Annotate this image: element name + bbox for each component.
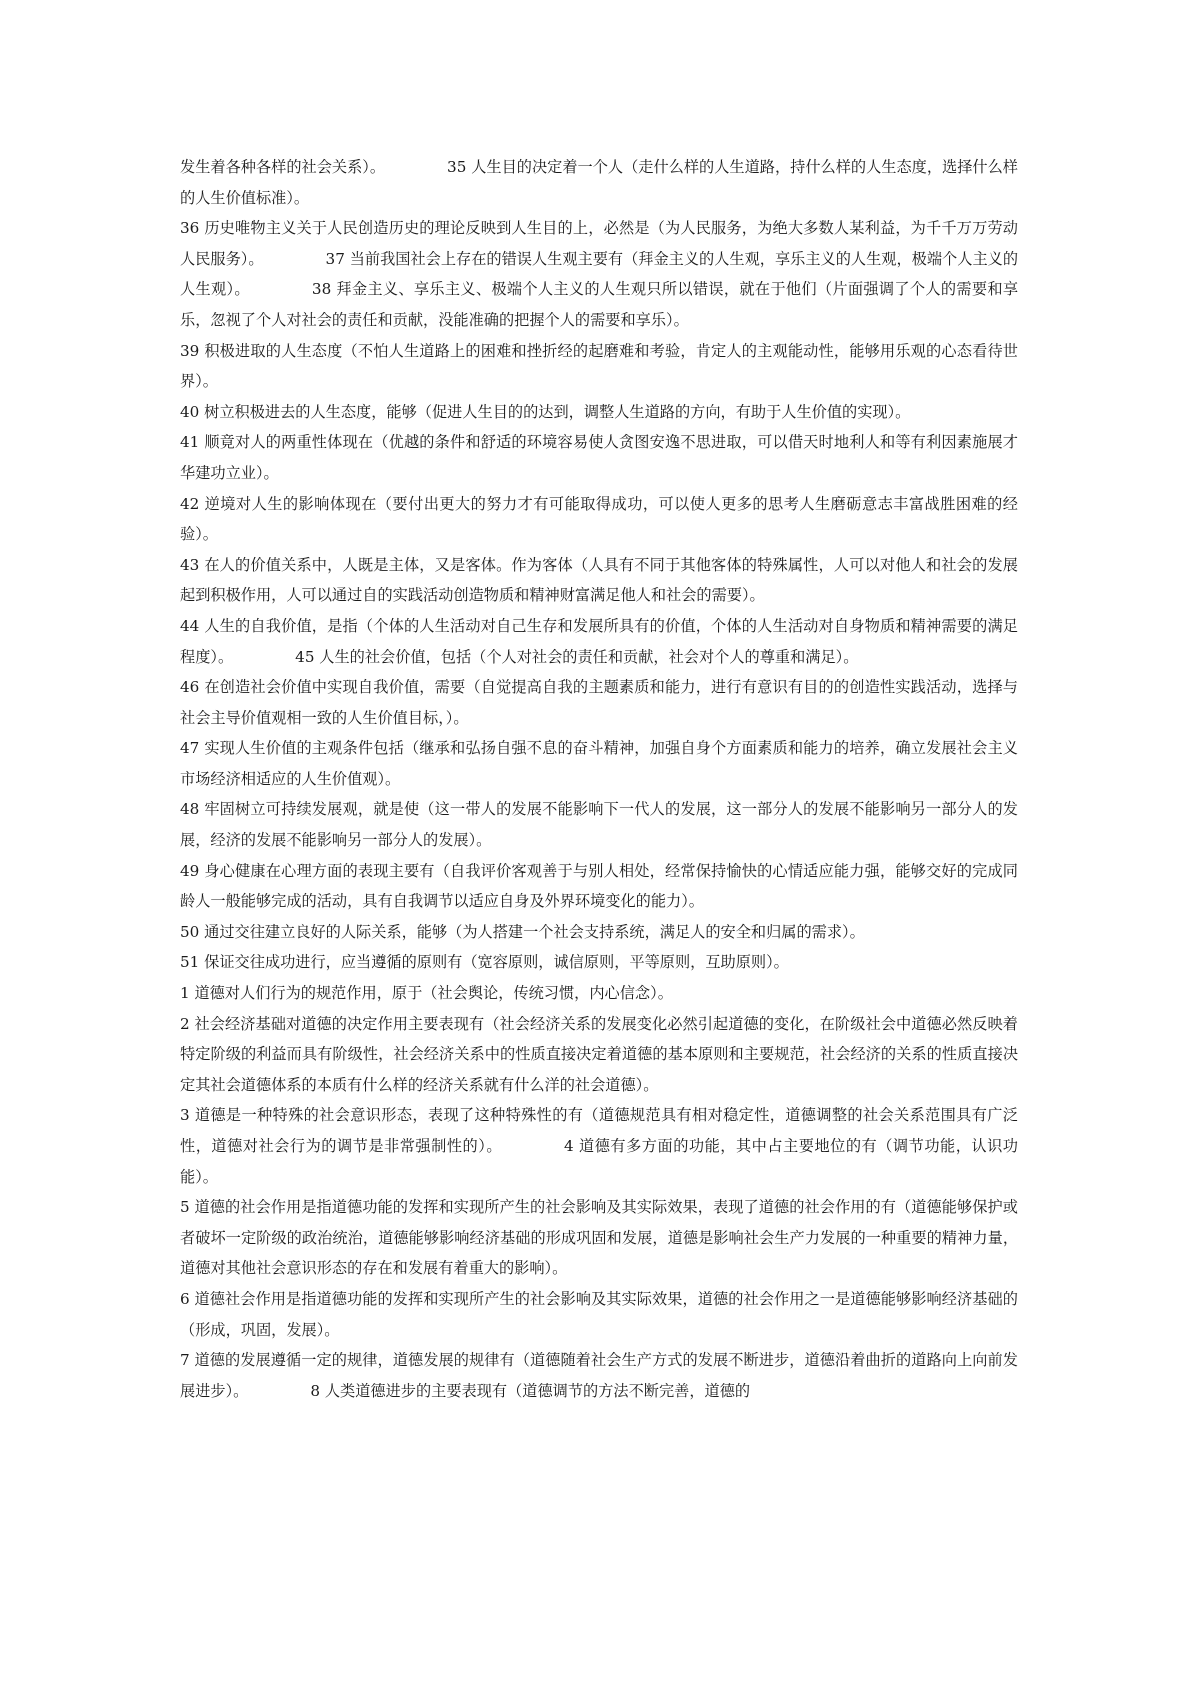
paragraph-segment: 47 实现人生价值的主观条件包括（继承和弘扬自强不息的奋斗精神，加强自身个方面素质和能力的培养，确立发展社会主义市场经济相适应的人生价值观）。 xyxy=(180,739,1018,788)
paragraph xyxy=(180,1192,1018,1284)
paragraph xyxy=(180,978,1018,1009)
paragraph xyxy=(180,1009,1018,1101)
paragraph xyxy=(180,397,1018,428)
paragraph-segment: 42 逆境对人生的影响体现在（要付出更大的努力才有可能取得成功，可以使人更多的思考人生磨砺意志丰富战胜困难的经验）。 xyxy=(180,494,1018,544)
paragraph-segment: 48 牢固树立可持续发展观，就是使（这一带人的发展不能影响下一代人的发展，这一部分人的发展不能影响另一部分人的发展，经济的发展不能影响另一部分人的发展）。 xyxy=(180,800,1018,850)
paragraph xyxy=(180,1100,1018,1192)
paragraph-segment: 49 身心健康在心理方面的表现主要有（自我评价客观善于与别人相处，经常保持愉快的心情适应能力强，能够交好的完成同龄人一般能够完成的活动，具有自我调节以适应自身及外界环境变化的能力）。 xyxy=(180,861,1018,911)
paragraph xyxy=(180,427,1018,488)
paragraph xyxy=(180,947,1018,978)
paragraph-segment: 5 道德的社会作用是指道德功能的发挥和实现所产生的社会影响及其实际效果，表现了道德的社会作用的有（道德能够保护或者破坏一定阶级的政治统治，道德能够影响经济基础的形成巩固和发展，道德是影响社会生产力发展的一种重要的精神力量，道德对其他社会意识形态的存在和发展有着重大的影响）。 xyxy=(180,1198,1018,1278)
paragraph-segment: 51 保证交往成功进行，应当遵循的原则有（宽容原则，诚信原则，平等原则，互助原则）。 xyxy=(180,953,789,972)
paragraph-segment: 1 道德对人们行为的规范作用，原于（社会舆论，传统习惯，内心信念）。 xyxy=(180,984,673,1003)
paragraph xyxy=(180,1345,1018,1406)
paragraph xyxy=(180,672,1018,733)
paragraph-segment: 43 在人的价值关系中，人既是主体，又是客体。作为客体（人具有不同于其他客体的特殊属性，人可以对他人和社会的发展起到积极作用，人可以通过自的实践活动创造物质和精神财富满足他人和社会的需要）。 xyxy=(180,555,1018,605)
paragraph-segment: 41 顺竟对人的两重性体现在（优越的条件和舒适的环境容易使人贪图安逸不思进取，可以借天时地利人和等有利因素施展才华建功立业）。 xyxy=(180,433,1018,482)
paragraph xyxy=(180,611,1018,672)
paragraph-segment: 8 人类道德进步的主要表现有（道德调节的方法不断完善，道德的 xyxy=(310,1381,751,1400)
paragraph xyxy=(180,213,1018,335)
paragraph xyxy=(180,1284,1018,1345)
paragraph-segment: 3 道德是一种特殊的社会意识形态，表现了这种特殊性的有（道德规范具有相对稳定性，道德调整的社会关系范围具有广泛性，道德对社会行为的调节是非常强制性的）。 xyxy=(180,1106,1018,1155)
paragraph xyxy=(180,489,1018,550)
paragraph-segment: 6 道德社会作用是指道德功能的发挥和实现所产生的社会影响及其实际效果，道德的社会作用之一是道德能够影响经济基础的（形成，巩固，发展）。 xyxy=(180,1289,1018,1339)
paragraph-segment: 37 当前我国社会上存在的错误人生观主要有（拜金主义的人生观，享乐主义的人生观，极端个人主义的人生观）。 xyxy=(180,249,1019,299)
paragraph xyxy=(180,152,1018,213)
paragraph-segment: 50 通过交往建立良好的人际关系，能够（为人搭建一个社会支持系统，满足人的安全和归属的需求）。 xyxy=(180,922,865,941)
paragraph-segment: 45 人生的社会价值，包括（个人对社会的责任和贡献，社会对个人的尊重和满足）。 xyxy=(295,647,859,666)
paragraph-segment: 39 积极进取的人生态度（不怕人生道路上的困难和挫折经的起磨难和考验，肯定人的主观能动性，能够用乐观的心态看待世界）。 xyxy=(180,341,1018,391)
paragraph-segment: 38 拜金主义、享乐主义、极端个人主义的人生观只所以错误，就在于他们（片面强调了个人的需要和享乐，忽视了个人对社会的责任和贡献，没能准确的把握个人的需要和享乐）。 xyxy=(180,280,1019,329)
paragraph-segment: 36 历史唯物主义关于人民创造历史的理论反映到人生目的上，必然是（为人民服务，为绝大多数人某利益，为千千万万劳动人民服务）。 xyxy=(180,219,1018,268)
paragraph-segment: 4 道德有多方面的功能，其中占主要地位的有（调节功能，认识功能）。 xyxy=(180,1137,1018,1186)
paragraph-segment: 46 在创造社会价值中实现自我价值，需要（自觉提高自我的主题素质和能力，进行有意识有目的的创造性实践活动，选择与社会主导价值观相一致的人生价值目标，）。 xyxy=(180,678,1018,727)
paragraph xyxy=(180,794,1018,855)
paragraph xyxy=(180,917,1018,948)
document-body xyxy=(180,152,1018,1406)
paragraph-segment: 44 人生的自我价值，是指（个体的人生活动对自己生存和发展所具有的价值，个体的人生活动对自身物质和精神需要的满足程度）。 xyxy=(180,616,1018,666)
paragraph xyxy=(180,336,1018,397)
paragraph xyxy=(180,550,1018,611)
paragraph-segment: 40 树立积极进去的人生态度，能够（促进人生目的的达到，调整人生道路的方向，有助于人生价值的实现）。 xyxy=(180,402,911,421)
paragraph-segment: 7 道德的发展遵循一定的规律，道德发展的规律有（道德随着社会生产方式的发展不断进步，道德沿着曲折的道路向上向前发展进步）。 xyxy=(180,1351,1018,1400)
paragraph-segment: 发生着各种各样的社会关系）。 xyxy=(180,158,386,176)
paragraph xyxy=(180,856,1018,917)
paragraph-segment: 35 人生目的决定着一个人（走什么样的人生道路，持什么样的人生态度，选择什么样的人生价值标准）。 xyxy=(180,158,1018,207)
paragraph-segment: 2 社会经济基础对道德的决定作用主要表现有（社会经济关系的发展变化必然引起道德的变化，在阶级社会中道德必然反映着特定阶级的利益而具有阶级性，社会经济关系中的性质直接决定着道德的基本原则和主要规范，社会经济的关系的性质直接决定其社会道德体系的本质有什么样的经济关系就有什么洋的社会道德）。 xyxy=(180,1014,1018,1094)
paragraph xyxy=(180,733,1018,794)
